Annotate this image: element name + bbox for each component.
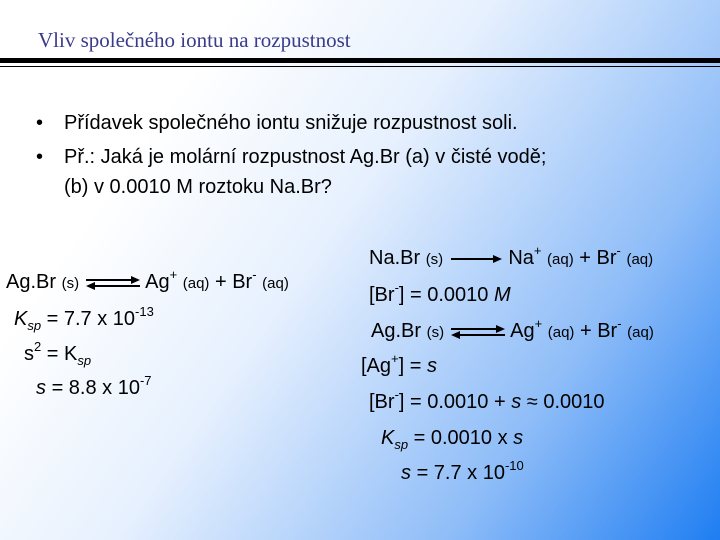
left-eq-minus: - (252, 267, 257, 282)
right-br-total (369, 387, 605, 414)
r-ksp-k: K (381, 427, 395, 449)
left-ksp (14, 304, 154, 333)
br2-s: s (511, 391, 522, 413)
ksp-sub: sp (27, 318, 42, 333)
s-lhs: s (36, 377, 46, 399)
ag-s: s (426, 355, 437, 377)
ag-charge: + (391, 351, 399, 366)
diss-plus: + Br (579, 247, 617, 269)
right-eq-state-aq2: (aq) (627, 324, 654, 341)
title-rule-thick (0, 58, 720, 63)
diss-state-s: (s) (425, 251, 444, 268)
right-eq-reactant: Ag.Br (371, 320, 422, 342)
right-eq-charge: + (534, 316, 543, 331)
right-br-conc (369, 280, 511, 307)
left-eq-charge: + (169, 267, 178, 282)
slide-title: Vliv společného iontu na rozpustnost (38, 28, 351, 52)
bullet-dot: • (36, 146, 44, 168)
s2-exp: 2 (34, 339, 42, 354)
left-eq-reactant: Ag.Br (6, 271, 57, 293)
title-rule-thin (0, 66, 720, 67)
right-ksp (381, 427, 523, 450)
br2-charge: - (394, 387, 399, 402)
br-charge: - (394, 280, 399, 295)
bullet-text: Přídavek společného iontu snižuje rozpustnost soli. (64, 112, 518, 134)
r-ksp-sub: sp (394, 437, 409, 452)
right-eq-product: Ag (510, 320, 535, 342)
r-ksp-mid: = 0.0010 x (413, 427, 508, 449)
diss-minus: - (616, 243, 621, 258)
right-equilibrium (371, 316, 654, 343)
left-s (36, 373, 152, 400)
r-s-lhs: s (401, 462, 411, 484)
s-exp: -7 (139, 373, 152, 388)
left-eq-plus: + Br (214, 271, 253, 293)
right-eq-plus: + Br (579, 320, 618, 342)
r-ksp-s: s (513, 427, 524, 449)
right-s (401, 458, 524, 485)
ksp-k: K (14, 308, 28, 330)
equilibrium-arrow-icon (450, 323, 506, 341)
left-eq-product: Ag (145, 271, 170, 293)
left-eq-state-aq: (aq) (182, 275, 210, 292)
equilibrium-arrow-icon (85, 274, 141, 292)
br2-approx: ≈ 0.0010 (526, 391, 605, 413)
right-eq-minus: - (617, 316, 622, 331)
br2-mid: ] = 0.0010 + (398, 391, 506, 413)
ag-close: ] = (398, 355, 422, 377)
ksp-exp: -13 (135, 304, 154, 319)
left-s2 (24, 339, 92, 368)
br-open: [Br (369, 284, 395, 306)
ksp-value: = 7.7 x 10 (46, 308, 136, 330)
left-eq-state: (s) (61, 275, 80, 292)
s2-lhs: s (24, 343, 34, 365)
left-equilibrium (6, 267, 289, 294)
right-eq-state-aq: (aq) (547, 324, 575, 341)
br2-open: [Br (369, 391, 395, 413)
s-value: = 8.8 x 10 (51, 377, 140, 399)
bullet-text: Př.: Jaká je molární rozpustnost Ag.Br (a) v čisté vodě; (64, 146, 547, 168)
s2-mid: = K (46, 343, 78, 365)
left-eq-state-aq2: (aq) (262, 275, 289, 292)
diss-product: Na (508, 247, 534, 269)
r-s-exp: -10 (504, 458, 524, 473)
ag-open: [Ag (361, 355, 392, 377)
right-eq-state: (s) (426, 324, 445, 341)
right-ag-conc (361, 351, 437, 378)
bullet-dot: • (36, 112, 44, 134)
diss-state-aq2: (aq) (626, 251, 654, 268)
s2-sub: sp (77, 353, 92, 368)
br-close: ] = 0.0010 (398, 284, 489, 306)
bullet-text: (b) v 0.0010 M roztoku Na.Br? (64, 176, 332, 198)
right-dissociation (369, 243, 654, 270)
diss-reactant: Na.Br (369, 247, 421, 269)
r-s-value: = 7.7 x 10 (416, 462, 505, 484)
diss-state-aq: (aq) (547, 251, 574, 268)
arrow-right-icon (449, 253, 503, 265)
br-unit: M (494, 284, 511, 306)
diss-charge: + (533, 243, 542, 258)
